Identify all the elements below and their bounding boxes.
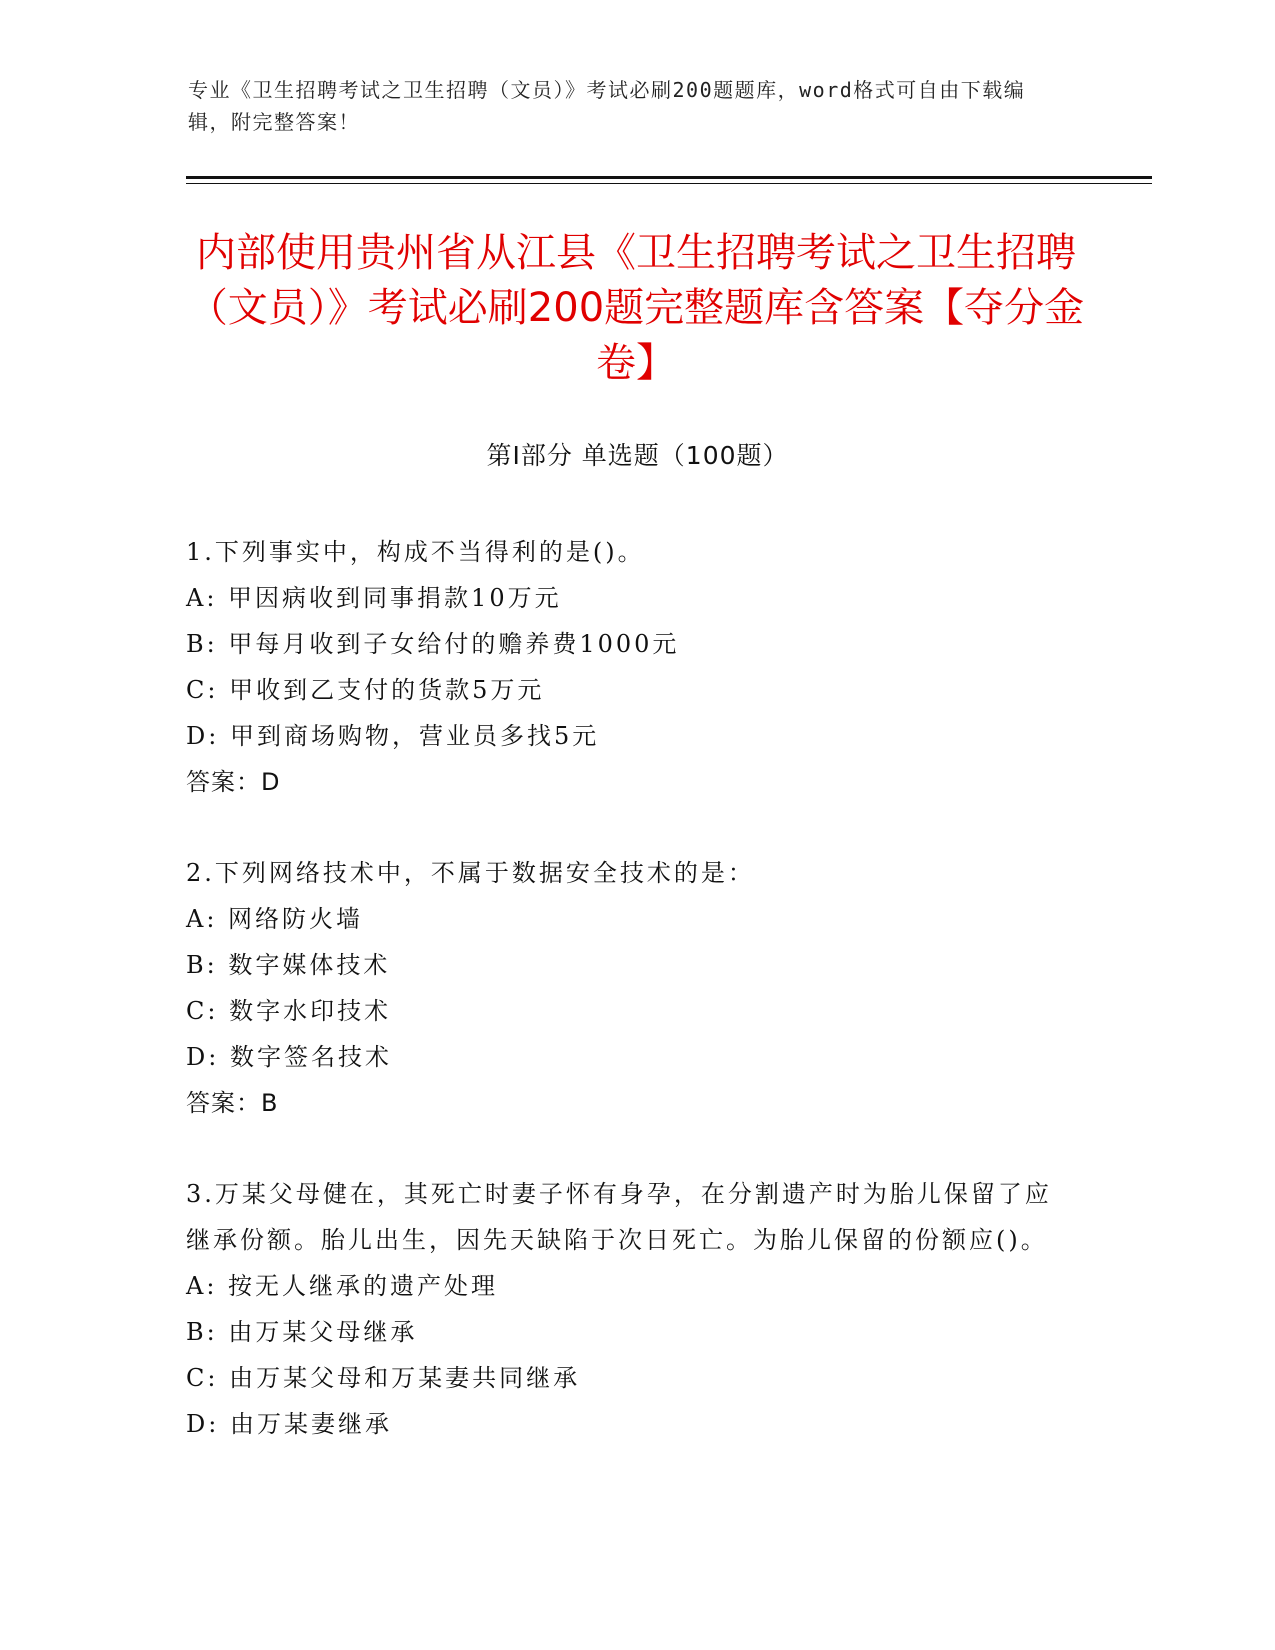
option-b: B: 由万某父母继承 (186, 1318, 418, 1346)
question-text: 1.下列事实中，构成不当得利的是()。 (186, 538, 645, 566)
option-c: C: 甲收到乙支付的货款5万元 (186, 676, 545, 704)
section-heading: 第Ⅰ部分 单选题（100题） (486, 441, 789, 470)
question-3 (186, 1171, 1066, 1447)
option-a: A: 按无人继承的遗产处理 (186, 1272, 499, 1300)
option-c: C: 由万某父母和万某妻共同继承 (186, 1364, 581, 1392)
option-a: A: 甲因病收到同事捐款10万元 (186, 584, 562, 612)
header-divider-thin (186, 183, 1152, 184)
option-d: D: 由万某妻继承 (186, 1410, 392, 1438)
option-c: C: 数字水印技术 (186, 997, 392, 1025)
document-title: 内部使用贵州省从江县《卫生招聘考试之卫生招聘（文员）》考试必刷200题完整题库含答案【夺分金卷】 (187, 230, 1085, 386)
header-note: 专业《卫生招聘考试之卫生招聘（文员）》考试必刷200题题库，word格式可自由下载编辑，附完整答案！ (188, 78, 1026, 134)
option-a: A: 网络防火墙 (186, 905, 364, 933)
question-text: 2.下列网络技术中，不属于数据安全技术的是： (186, 859, 755, 887)
question-2 (186, 850, 1066, 1126)
answer: 答案：D (186, 768, 281, 796)
option-d: D: 数字签名技术 (186, 1043, 392, 1071)
question-text: 3.万某父母健在，其死亡时妻子怀有身孕，在分割遗产时为胎儿保留了应继承份额。胎儿出生，因先天缺陷于次日死亡。为胎儿保留的份额应()。 (186, 1180, 1052, 1254)
option-b: B: 甲每月收到子女给付的赡养费1000元 (186, 630, 680, 658)
question-1 (186, 529, 1066, 805)
option-b: B: 数字媒体技术 (186, 951, 391, 979)
question-list (186, 529, 1066, 1447)
answer: 答案：B (186, 1089, 279, 1117)
option-d: D: 甲到商场购物，营业员多找5元 (186, 722, 600, 750)
header-divider-thick (186, 176, 1152, 179)
